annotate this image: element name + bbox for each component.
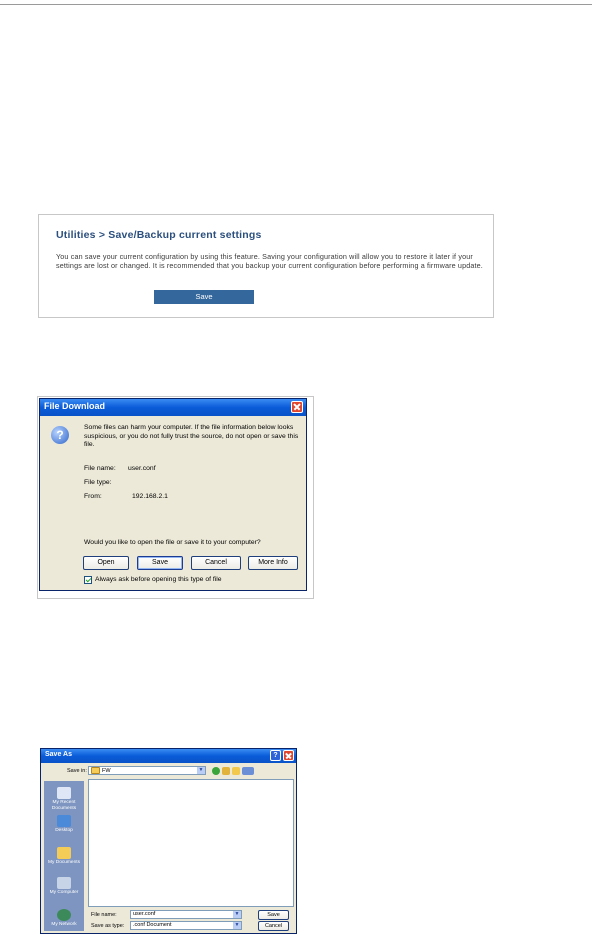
- save-in-combo[interactable]: [88, 766, 206, 775]
- file-download-warning: Some files can harm your computer. If the file information below looks suspicious, or you do not fully trust the source, do not open or save this file.: [84, 424, 299, 448]
- save-as-type-value: .conf Document: [133, 922, 172, 928]
- place-label: Desktop: [55, 828, 73, 833]
- file-type-label: File type:: [84, 479, 112, 486]
- cancel-button[interactable]: Cancel: [258, 921, 289, 931]
- up-folder-icon[interactable]: [222, 767, 230, 775]
- top-rule: [0, 4, 592, 5]
- file-download-question: Would you like to open the file or save it to your computer?: [84, 539, 261, 546]
- file-download-titlebar[interactable]: [40, 399, 306, 416]
- file-name-value: user.conf: [128, 465, 156, 472]
- recent-documents-icon: [57, 787, 71, 799]
- place-my-recent-documents[interactable]: [44, 787, 84, 811]
- places-bar: [44, 781, 84, 931]
- file-name-value: user.conf: [133, 911, 156, 917]
- open-button[interactable]: Open: [83, 556, 129, 570]
- file-name-label: File name:: [84, 465, 116, 472]
- my-computer-icon: [57, 877, 71, 889]
- always-ask-label: Always ask before opening this type of file: [95, 576, 222, 583]
- file-download-title: File Download: [44, 401, 106, 411]
- file-list[interactable]: [88, 779, 294, 907]
- file-name-input[interactable]: [130, 910, 242, 919]
- from-value: 192.168.2.1: [132, 493, 168, 500]
- file-download-dialog: [39, 398, 307, 591]
- place-label: My Network: [51, 922, 77, 927]
- folder-icon: [91, 767, 100, 774]
- help-icon[interactable]: ?: [270, 750, 281, 761]
- place-my-documents[interactable]: [44, 847, 84, 866]
- place-my-computer[interactable]: [44, 877, 84, 896]
- place-label: My Computer: [49, 890, 79, 895]
- save-as-type-select[interactable]: [130, 921, 242, 930]
- back-icon[interactable]: [212, 767, 220, 775]
- my-network-icon: [57, 909, 71, 921]
- save-button[interactable]: Save: [137, 556, 183, 570]
- desktop-icon: [57, 815, 71, 827]
- utility-save-button[interactable]: Save: [154, 290, 254, 304]
- save-as-title: Save As: [45, 751, 72, 758]
- utility-panel: [38, 214, 494, 318]
- place-my-network[interactable]: [44, 909, 84, 928]
- more-info-button[interactable]: More Info: [248, 556, 298, 570]
- utility-description: You can save your current configuration by using this feature. Saving your configuration will allow you to restore it later if your settings are lost or changed. It is recommended that you backup your current configuration before performing a firmware update.: [56, 252, 483, 270]
- save-in-label: Save in:: [67, 768, 87, 774]
- save-as-dialog: [40, 748, 297, 934]
- place-desktop[interactable]: [44, 815, 84, 834]
- my-documents-icon: [57, 847, 71, 859]
- chevron-down-icon[interactable]: ▼: [234, 922, 240, 928]
- save-as-titlebar[interactable]: [41, 749, 296, 763]
- utility-title: Utilities > Save/Backup current settings: [56, 229, 262, 241]
- place-label: My Documents: [48, 860, 80, 865]
- save-button[interactable]: Save: [258, 910, 289, 920]
- cancel-button[interactable]: Cancel: [191, 556, 241, 570]
- from-label: From:: [84, 493, 102, 500]
- file-name-label: File name:: [91, 912, 117, 918]
- new-folder-icon[interactable]: [232, 767, 240, 775]
- chevron-down-icon[interactable]: ▼: [198, 767, 204, 773]
- chevron-down-icon[interactable]: ▼: [234, 911, 240, 917]
- save-as-type-label: Save as type:: [91, 923, 125, 929]
- always-ask-checkbox[interactable]: [84, 576, 92, 584]
- views-menu-icon[interactable]: [242, 767, 254, 775]
- question-icon: ?: [51, 426, 69, 444]
- close-icon[interactable]: [291, 401, 303, 413]
- close-icon[interactable]: [283, 750, 294, 761]
- save-in-value: FW: [102, 767, 111, 774]
- place-label: My Recent Documents: [51, 800, 77, 811]
